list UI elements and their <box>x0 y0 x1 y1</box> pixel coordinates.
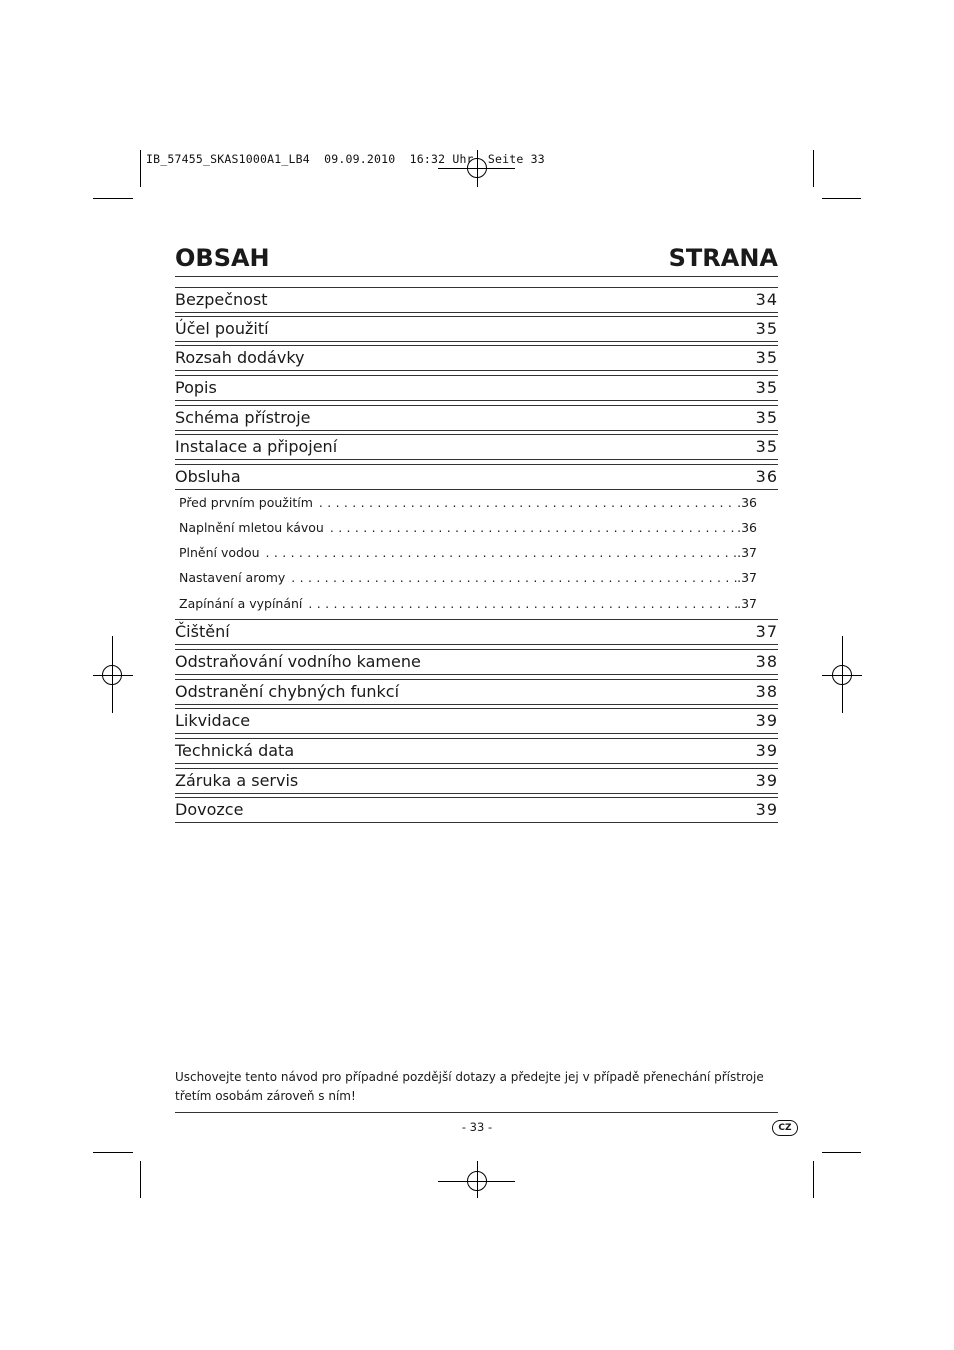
crop-mark <box>93 1152 133 1153</box>
toc-subentry-page: .37 <box>737 570 757 585</box>
toc-entry[interactable] <box>175 287 778 313</box>
toc-entry[interactable] <box>175 797 778 823</box>
registration-circle <box>102 665 122 685</box>
leader-dots <box>291 569 737 587</box>
toc-entry-title: Účel použití <box>175 319 269 338</box>
leader-dots <box>266 544 738 562</box>
registration-circle <box>832 665 852 685</box>
print-slug: IB_57455_SKAS1000A1_LB4 09.09.2010 16:32 Uhr Seite 33 <box>146 152 545 166</box>
toc-subentry-title: Před prvním použitím <box>179 495 313 510</box>
language-badge: CZ <box>772 1120 798 1136</box>
toc-entry[interactable] <box>175 619 778 645</box>
toc-entry[interactable] <box>175 738 778 764</box>
toc-subentry-page: .37 <box>737 596 757 611</box>
leader-dots <box>330 519 737 537</box>
toc-entry[interactable] <box>175 345 778 371</box>
toc-entry-page: 35 <box>755 408 778 427</box>
registration-circle <box>467 1171 487 1191</box>
toc-entry[interactable] <box>175 708 778 734</box>
toc-entry[interactable] <box>175 434 778 460</box>
toc-entry[interactable] <box>175 768 778 794</box>
toc-entry-title: Čištění <box>175 622 230 641</box>
toc-entry[interactable] <box>175 316 778 342</box>
toc-entry-title: Instalace a připojení <box>175 437 338 456</box>
toc-entry[interactable] <box>175 649 778 675</box>
toc-subentry[interactable] <box>179 595 757 613</box>
toc-entry-page: 35 <box>755 378 778 397</box>
toc-subentry[interactable] <box>179 569 757 587</box>
footnote: Uschovejte tento návod pro případné pozdější dotazy a předejte jej v případě přenechání přístroje třetím osobám zároveň s ním! <box>175 1070 764 1103</box>
toc-entry[interactable] <box>175 464 778 490</box>
toc-entry-title: Popis <box>175 378 217 397</box>
toc-entry-page: 37 <box>755 622 778 641</box>
toc-entry-page: 39 <box>755 741 778 760</box>
toc-header <box>175 244 778 277</box>
toc-entry-page: 38 <box>755 682 778 701</box>
toc-entry-title: Likvidace <box>175 711 251 730</box>
toc-header-contents: OBSAH <box>175 244 270 272</box>
toc-entry-title: Dovozce <box>175 800 244 819</box>
toc-entry-page: 38 <box>755 652 778 671</box>
toc-entry[interactable] <box>175 679 778 705</box>
toc-entry[interactable] <box>175 405 778 431</box>
toc-subentry[interactable] <box>179 519 757 537</box>
toc-entry-title: Bezpečnost <box>175 290 268 309</box>
crop-mark <box>813 1161 814 1198</box>
toc-entry-page: 39 <box>755 771 778 790</box>
leader-dots <box>319 494 737 512</box>
footer-divider <box>175 1112 778 1113</box>
crop-mark <box>822 1152 861 1153</box>
toc-entry-title: Rozsah dodávky <box>175 348 305 367</box>
crop-mark <box>93 198 133 199</box>
toc-entry-page: 35 <box>755 437 778 456</box>
toc-subentry-page: .36 <box>737 495 757 510</box>
toc-subentry-title: Nastavení aromy <box>179 570 286 585</box>
crop-mark <box>813 150 814 187</box>
toc-subentry-title: Zapínání a vypínání <box>179 596 303 611</box>
toc-entry-page: 35 <box>755 319 778 338</box>
toc-entry-page: 36 <box>755 467 778 486</box>
toc-entry-page: 35 <box>755 348 778 367</box>
toc-subentry-title: Plnění vodou <box>179 545 260 560</box>
toc-entry-title: Obsluha <box>175 467 241 486</box>
toc-subentry-page: .36 <box>737 520 757 535</box>
toc-entry-title: Odstranění chybných funkcí <box>175 682 400 701</box>
toc-entry-page: 39 <box>755 800 778 819</box>
page-number: - 33 - <box>461 1120 493 1134</box>
leader-dots <box>308 595 737 613</box>
toc-entry-title: Záruka a servis <box>175 771 299 790</box>
toc-entry-page: 34 <box>755 290 778 309</box>
toc-subentry-title: Naplnění mletou kávou <box>179 520 324 535</box>
crop-mark <box>140 1161 141 1198</box>
toc-subentry[interactable] <box>179 544 757 562</box>
toc-entry-title: Technická data <box>175 741 295 760</box>
crop-mark <box>140 150 141 187</box>
toc-header-page: STRANA <box>668 244 778 272</box>
toc-entry-title: Schéma přístroje <box>175 408 311 427</box>
toc-subentry-page: .37 <box>737 545 757 560</box>
toc-entry-page: 39 <box>755 711 778 730</box>
toc-entry[interactable] <box>175 375 778 401</box>
crop-mark <box>822 198 861 199</box>
toc-entry-title: Odstraňování vodního kamene <box>175 652 421 671</box>
toc-subentry[interactable] <box>179 494 757 512</box>
